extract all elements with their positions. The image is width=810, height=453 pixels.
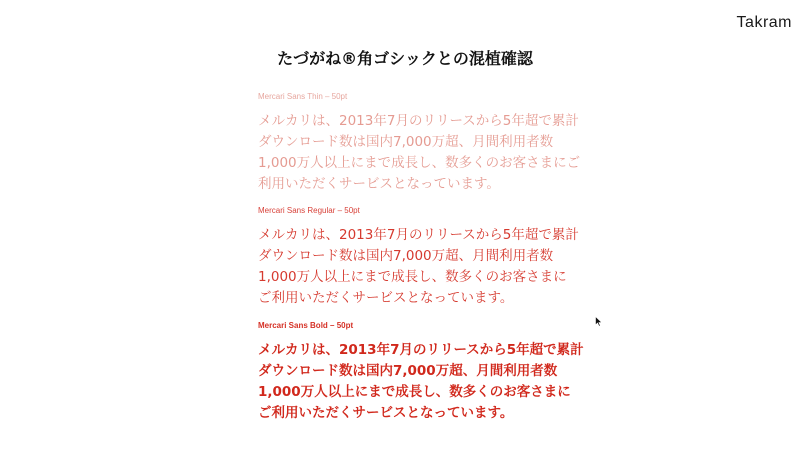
sample-body: [258, 340, 584, 424]
sample-line: ダウンロード数は国内7,000万超、月間利用者数: [258, 248, 554, 264]
sample-line: 1,000万人以上にまで成長し、数多くのお客さまに: [258, 384, 571, 400]
sample-thin: [258, 92, 581, 195]
page-title: たづがね®角ゴシックとの混植確認: [277, 49, 533, 68]
sample-line: 利用いただくサービスとなっています。: [258, 176, 500, 192]
sample-line: メルカリは、2013年7月のリリースから5年超で累計: [258, 227, 579, 243]
sample-line: メルカリは、2013年7月のリリースから5年超で累計: [258, 342, 584, 358]
sample-line: メルカリは、2013年7月のリリースから5年超で累計: [258, 113, 579, 129]
sample-line: 1,000万人以上にまで成長し、数多くのお客さまに: [258, 269, 567, 285]
sample-label: Mercari Sans Thin – 50pt: [258, 92, 348, 101]
sample-bold: [258, 321, 584, 424]
sample-label: Mercari Sans Bold – 50pt: [258, 321, 354, 330]
sample-label: Mercari Sans Regular – 50pt: [258, 206, 360, 215]
sample-line: ダウンロード数は国内7,000万超、月間利用者数: [258, 363, 558, 379]
sample-body: [258, 225, 578, 309]
mouse-pointer-icon: [595, 316, 603, 327]
sample-line: ご利用いただくサービスとなっています。: [258, 405, 514, 421]
sample-line: ダウンロード数は国内7,000万超、月間利用者数: [258, 134, 554, 150]
brand-logo: Takram: [736, 14, 792, 31]
sample-body: [258, 111, 581, 195]
sample-line: ご利用いただくサービスとなっています。: [258, 290, 514, 306]
sample-line: 1,000万人以上にまで成長し、数多くのお客さまにご: [258, 155, 581, 171]
sample-regular: [258, 206, 578, 309]
